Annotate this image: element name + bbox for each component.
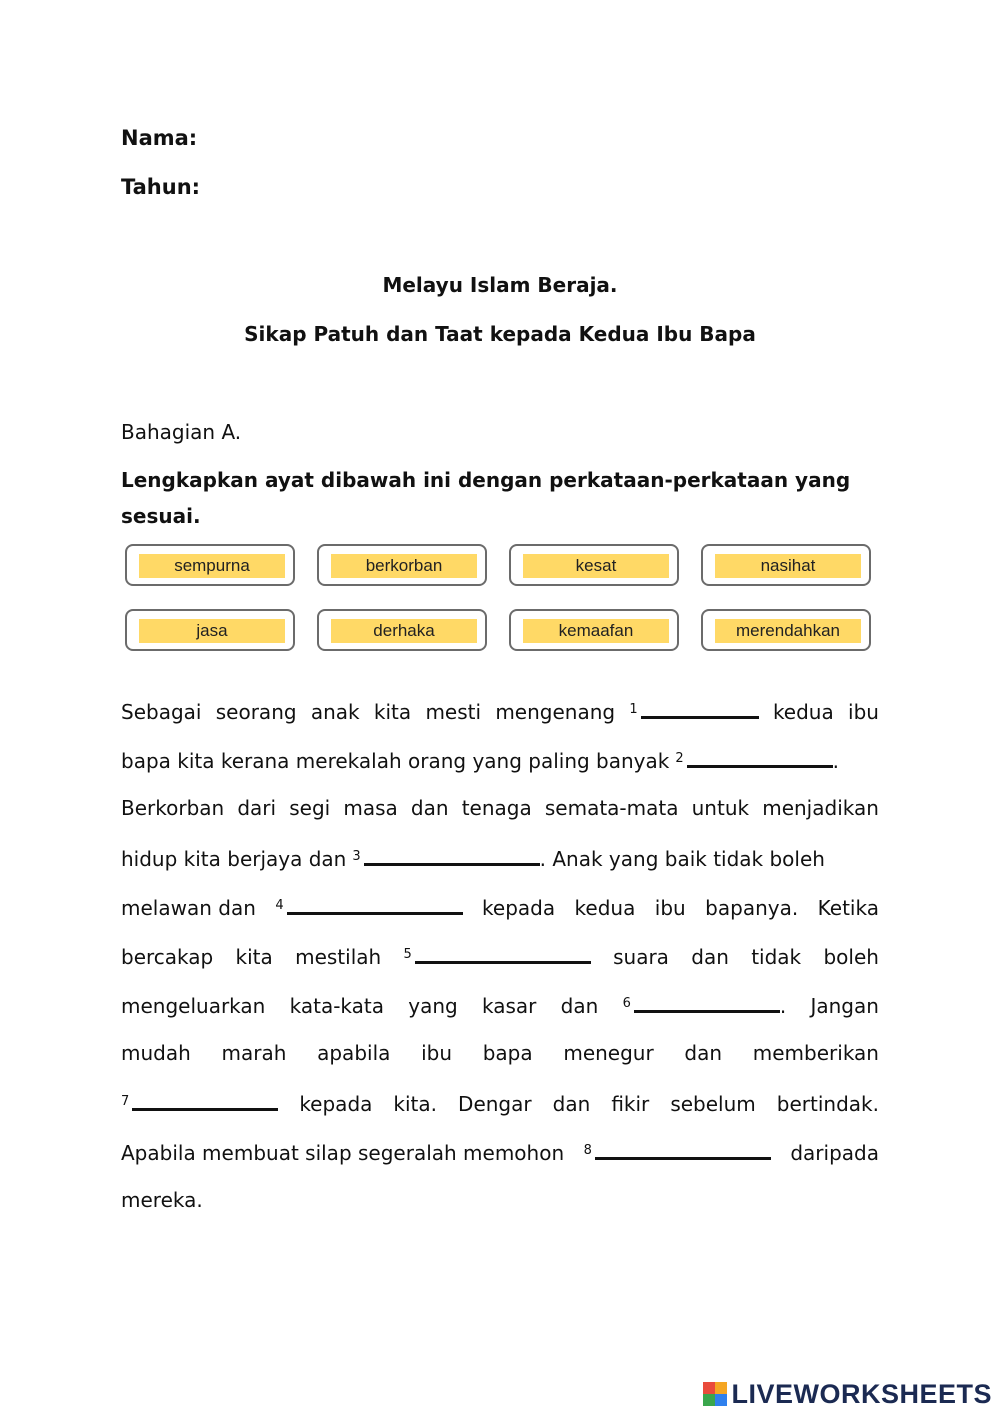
- word: sebelum: [670, 1092, 756, 1116]
- word: boleh: [823, 945, 879, 969]
- text: .: [779, 994, 787, 1018]
- word: seorang: [215, 700, 297, 724]
- word: mestilah: [295, 945, 382, 969]
- year-label: Tahun:: [121, 175, 201, 199]
- passage-line-4: [121, 845, 879, 871]
- word: mesti: [425, 700, 482, 724]
- word: kata-kata: [289, 994, 384, 1018]
- passage-line-5: [121, 894, 879, 920]
- word: Berkorban: [121, 796, 225, 820]
- word-label: berkorban: [331, 554, 477, 578]
- text: .: [832, 749, 839, 773]
- word: segi: [289, 796, 331, 820]
- passage-line-11: [121, 1188, 879, 1212]
- section-heading: Bahagian A.: [121, 420, 242, 444]
- blank-1[interactable]: [629, 698, 758, 723]
- blank-number: 8: [583, 1143, 592, 1158]
- word: dan: [410, 796, 449, 820]
- word: marah: [221, 1041, 287, 1065]
- word-label: nasihat: [715, 554, 861, 578]
- name-label: Nama:: [121, 126, 198, 150]
- text: Apabila membuat silap segeralah memohon: [121, 1141, 565, 1165]
- worksheet-title: Melayu Islam Beraja.: [382, 273, 618, 297]
- blank-8[interactable]: [584, 1139, 771, 1164]
- word: mengenang: [495, 700, 616, 724]
- passage-line-9: [121, 1090, 879, 1116]
- word: untuk: [691, 796, 750, 820]
- passage-line-10: [121, 1139, 879, 1165]
- word: bercakap: [121, 945, 214, 969]
- blank-number: 2: [675, 751, 684, 766]
- blank-number: 6: [622, 996, 631, 1011]
- word: memberikan: [752, 1041, 879, 1065]
- word: kedua: [772, 700, 834, 724]
- word: dan: [552, 1092, 591, 1116]
- passage-line-6: [121, 943, 879, 969]
- blank-number: 4: [275, 898, 284, 913]
- worksheet-subtitle: Sikap Patuh dan Taat kepada Kedua Ibu Bapa: [244, 322, 756, 346]
- blank-4[interactable]: [275, 894, 462, 919]
- text: . Anak yang baik tidak boleh: [539, 847, 825, 871]
- brand-name: LIVEWORKSHEETS: [731, 1378, 992, 1409]
- word: menjadikan: [762, 796, 879, 820]
- liveworksheets-icon: [703, 1382, 727, 1406]
- word: menegur: [563, 1041, 654, 1065]
- word-box-7[interactable]: [509, 609, 679, 651]
- word: ibu: [654, 896, 686, 920]
- word: tidak: [751, 945, 802, 969]
- word-label: derhaka: [331, 619, 477, 643]
- word: anak: [310, 700, 360, 724]
- text: daripada: [790, 1141, 879, 1165]
- word: kita.: [393, 1092, 438, 1116]
- word: kedua: [574, 896, 636, 920]
- word: dan: [691, 945, 729, 969]
- word: dari: [237, 796, 277, 820]
- word-box-2[interactable]: [317, 544, 487, 586]
- blank-number: 7: [121, 1094, 130, 1109]
- word: suara: [613, 945, 669, 969]
- word: bertindak.: [776, 1092, 879, 1116]
- word-label: kemaafan: [523, 619, 669, 643]
- passage-line-2: [121, 747, 879, 773]
- blank-5[interactable]: [404, 943, 591, 968]
- word: masa: [343, 796, 398, 820]
- word: semata-mata: [544, 796, 679, 820]
- word-label: merendahkan: [715, 619, 861, 643]
- word-box-6[interactable]: [317, 609, 487, 651]
- word-box-4[interactable]: [701, 544, 871, 586]
- answer-line[interactable]: [132, 1090, 278, 1111]
- blank-6[interactable]: [623, 992, 787, 1018]
- passage-line-1: [121, 698, 879, 724]
- word: Jangan: [810, 994, 879, 1018]
- text: bapa kita kerana merekalah orang yang paling banyak: [121, 749, 670, 773]
- blank-number: 3: [352, 849, 361, 864]
- word: ibu: [421, 1041, 453, 1065]
- blank-7[interactable]: [121, 1090, 278, 1115]
- passage-line-7: [121, 992, 879, 1018]
- word: kita: [373, 700, 412, 724]
- passage-line-8: [121, 1041, 879, 1065]
- word: Ketika: [817, 896, 879, 920]
- word-label: jasa: [139, 619, 285, 643]
- word-box-3[interactable]: [509, 544, 679, 586]
- blank-number: 5: [403, 947, 412, 962]
- word: mudah: [121, 1041, 191, 1065]
- blank-3[interactable]: [352, 845, 539, 870]
- answer-line[interactable]: [415, 943, 591, 964]
- word: kepada: [299, 1092, 373, 1116]
- word-box-8[interactable]: [701, 609, 871, 651]
- answer-line[interactable]: [364, 845, 540, 866]
- word: bapanya.: [705, 896, 799, 920]
- answer-line[interactable]: [687, 747, 833, 768]
- word: ibu: [848, 700, 879, 724]
- answer-line[interactable]: [595, 1139, 771, 1160]
- word-box-5[interactable]: [125, 609, 295, 651]
- word: dan: [560, 994, 599, 1018]
- instruction-text: Lengkapkan ayat dibawah ini dengan perkataan-perkataan yang sesuai.: [121, 468, 851, 528]
- blank-2[interactable]: [675, 747, 832, 772]
- text: mereka.: [121, 1188, 203, 1212]
- word: Sebagai: [121, 700, 202, 724]
- word: kepada: [482, 896, 556, 920]
- word: tenaga: [461, 796, 532, 820]
- word: bapa: [482, 1041, 533, 1065]
- word: kita: [235, 945, 273, 969]
- word: mengeluarkan: [121, 994, 266, 1018]
- word: fikir: [611, 1092, 650, 1116]
- word: Dengar: [458, 1092, 532, 1116]
- liveworksheets-logo: [703, 1377, 992, 1411]
- answer-line[interactable]: [641, 698, 759, 719]
- word: dan: [684, 1041, 723, 1065]
- word: kasar: [482, 994, 537, 1018]
- text: melawan dan: [121, 896, 256, 920]
- word: apabila: [317, 1041, 391, 1065]
- text: hidup kita berjaya dan: [121, 847, 347, 871]
- word-label: kesat: [523, 554, 669, 578]
- word-box-1[interactable]: [125, 544, 295, 586]
- answer-line[interactable]: [287, 894, 463, 915]
- answer-line[interactable]: [634, 992, 780, 1013]
- blank-number: 1: [629, 702, 638, 717]
- passage-line-3: [121, 796, 879, 820]
- word-label: sempurna: [139, 554, 285, 578]
- word: yang: [408, 994, 458, 1018]
